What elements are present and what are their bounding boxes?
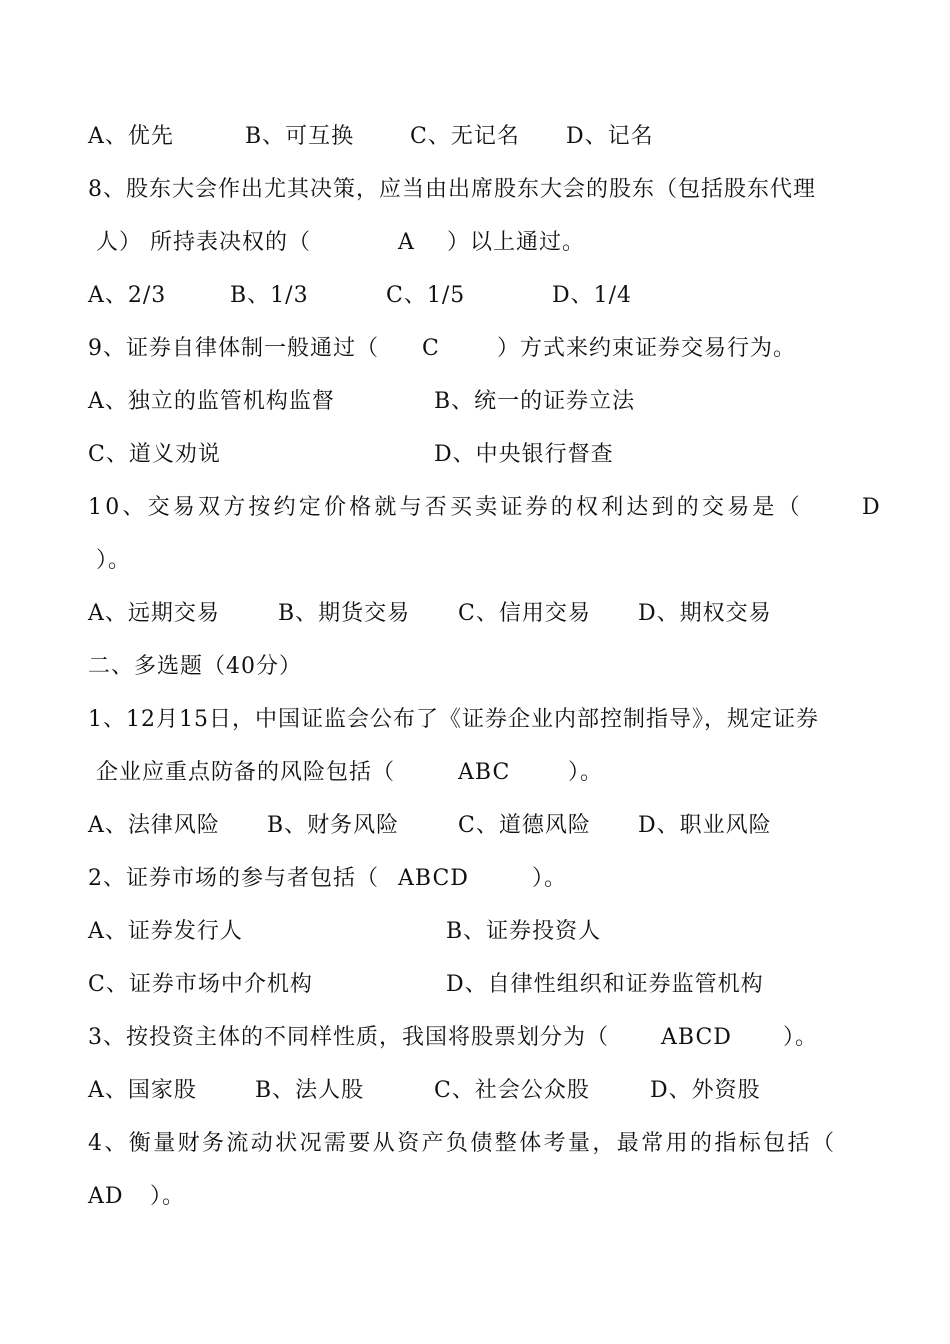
q7-option-c: C、无记名: [410, 124, 520, 149]
m1-option-b: B、财务风险: [267, 813, 400, 838]
m2-stem-post: ）。: [532, 866, 568, 891]
q8-option-d: D、1/4: [552, 283, 633, 308]
q10-stem-text: 10、交易双方按约定价格就与否买卖证券的权利达到的交易是（: [88, 495, 803, 520]
m2-option-c: C、证券市场中介机构: [88, 972, 313, 997]
m1-stem-pre: 企业应重点防备的风险包括（: [88, 760, 395, 785]
m1-stem-post: ）。: [568, 760, 604, 785]
q8-answer: A: [398, 230, 415, 255]
m1-option-a: A、法律风险: [88, 813, 220, 838]
q8-option-c: C、1/5: [386, 283, 466, 308]
q10-option-b: B、期货交易: [278, 601, 411, 626]
m1-option-d: D、职业风险: [638, 813, 772, 838]
m2-stem-pre: 2、证券市场的参与者包括（: [88, 866, 379, 891]
m3-stem-post: ）。: [783, 1025, 819, 1050]
m4-stem-line2: [0, 1182, 950, 1302]
q7-option-b: B、可互换: [245, 124, 355, 149]
q10-stem-line1: [0, 493, 950, 613]
q9-option-a: A、独立的监管机构监督: [88, 389, 335, 414]
q10-answer: D: [862, 495, 883, 520]
q8-stem-post: ）以上通过。: [447, 230, 586, 255]
q9-option-c: C、道义劝说: [88, 442, 221, 467]
q8-stem-line1: 8、股东大会作出尤其决策，应当由出席股东大会的股东（包括股东代理: [88, 177, 816, 202]
q8-option-b: B、1/3: [230, 283, 309, 308]
m1-stem-line1: 1、12月15日，中国证监会公布了《证券企业内部控制指导》，规定证券: [88, 707, 819, 732]
q10-stem-line2: ）。: [88, 548, 131, 573]
q10-option-d: D、期权交易: [638, 601, 772, 626]
q9-option-b: B、统一的证券立法: [434, 389, 636, 414]
q7-option-d: D、记名: [566, 124, 654, 149]
m2-option-b: B、证券投资人: [446, 919, 602, 944]
m1-answer: ABC: [458, 760, 511, 785]
q8-option-a: A、2/3: [88, 283, 167, 308]
m2-answer: ABCD: [398, 866, 469, 891]
q10-option-c: C、信用交易: [458, 601, 591, 626]
m4-answer: AD: [88, 1184, 124, 1209]
q9-answer: C: [422, 336, 440, 361]
m3-option-c: C、社会公众股: [434, 1078, 590, 1103]
q10-option-a: A、远期交易: [88, 601, 220, 626]
q8-stem-pre: 人） 所持表决权的（: [88, 230, 311, 255]
m2-option-a: A、证券发行人: [88, 919, 243, 944]
q7-option-a: A、优先: [88, 124, 174, 149]
m1-option-c: C、道德风险: [458, 813, 591, 838]
q9-option-d: D、中央银行督查: [434, 442, 614, 467]
m4-stem-post: ）。: [150, 1184, 186, 1209]
q10-options-row: [0, 599, 950, 779]
m3-answer: ABCD: [661, 1025, 732, 1050]
m3-stem-pre: 3、按投资主体的不同样性质，我国将股票划分为（: [88, 1025, 609, 1050]
section2-title: 二、多选题（40分）: [88, 654, 302, 679]
m2-option-d: D、自律性组织和证券监管机构: [446, 972, 764, 997]
m3-option-d: D、外资股: [650, 1078, 761, 1103]
q9-stem-pre: 9、证券自律体制一般通过（: [88, 336, 379, 361]
m3-option-a: A、国家股: [88, 1078, 197, 1103]
m3-option-b: B、法人股: [255, 1078, 365, 1103]
q9-stem-post: ）方式来约束证券交易行为。: [497, 336, 797, 361]
m4-stem-line1: 4、衡量财务流动状况需要从资产负债整体考量，最常用的指标包括（: [88, 1131, 837, 1156]
